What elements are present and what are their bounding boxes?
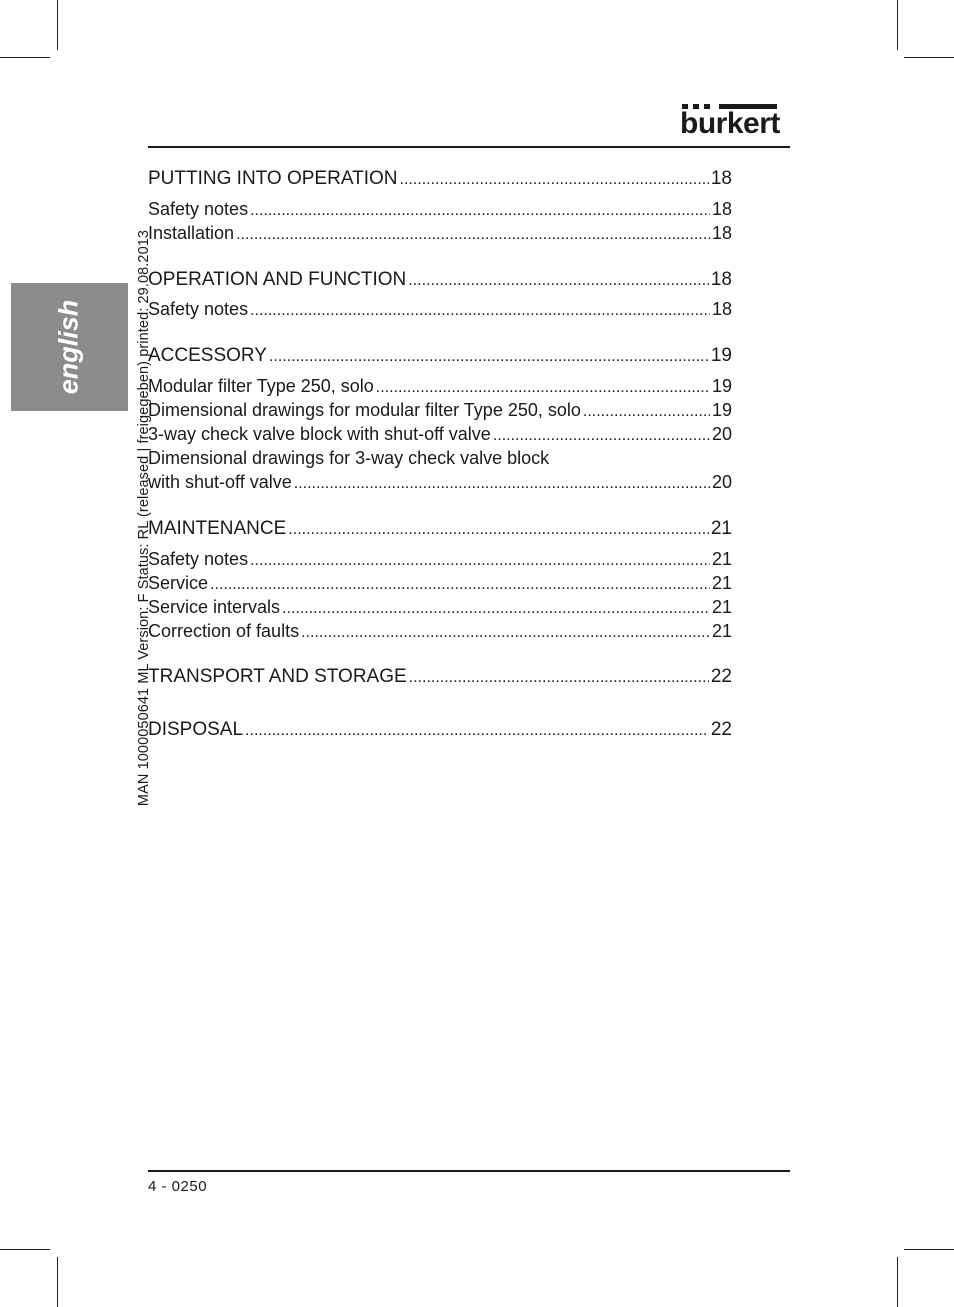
footer-rule (148, 1170, 790, 1172)
toc-entry[interactable]: Dimensional drawings for 3-way check valve block (148, 448, 550, 468)
toc-entry[interactable]: Safety notes ..... 18 (148, 298, 732, 322)
toc-heading[interactable]: ACCESSORY ..... 19 (148, 345, 732, 368)
page-number: 4 - 0250 (148, 1178, 208, 1195)
crop-mark (904, 1249, 954, 1250)
toc-entry[interactable]: Correction of faults ..... 21 (148, 620, 732, 644)
document-stamp-text: MAN 1000050641 ML Version: F Status: RL (released | freigegeben) printed: 29.08.2013 (136, 229, 152, 807)
toc-heading[interactable]: DISPOSAL ..... 22 (148, 719, 732, 742)
toc-heading[interactable]: PUTTING INTO OPERATION ..... 18 (148, 168, 732, 191)
toc-entry[interactable]: Safety notes ..... 21 (148, 548, 732, 572)
crop-mark (57, 0, 58, 50)
header-rule (148, 146, 790, 148)
toc-entry[interactable]: Installation ..... 18 (148, 222, 732, 246)
burkert-logo (680, 104, 790, 140)
toc-heading[interactable]: MAINTENANCE ..... 21 (148, 518, 732, 541)
crop-mark (57, 1257, 58, 1307)
crop-mark (0, 1249, 50, 1250)
toc-entry[interactable]: Dimensional drawings for modular filter Type 250, solo ..... 19 (148, 399, 732, 423)
toc-entry[interactable]: Modular filter Type 250, solo ..... 19 (148, 375, 732, 399)
toc-entry[interactable]: Service ..... 21 (148, 572, 732, 596)
crop-mark (897, 0, 898, 50)
toc-entry[interactable]: Safety notes ..... 18 (148, 198, 732, 222)
language-tab-label: english (53, 299, 84, 395)
toc-entry[interactable]: 3-way check valve block with shut-off valve ..... 20 (148, 423, 732, 447)
crop-mark (897, 1257, 898, 1307)
logo-text: burkert (680, 107, 780, 140)
toc-entry[interactable]: Service intervals ..... 21 (148, 596, 732, 620)
toc-heading[interactable]: OPERATION AND FUNCTION ..... 18 (148, 269, 732, 292)
toc-entry[interactable]: with shut-off valve ..... 20 (148, 471, 732, 495)
crop-mark (0, 57, 50, 58)
language-tab (11, 283, 128, 411)
toc-heading[interactable]: TRANSPORT AND STORAGE ..... 22 (148, 666, 732, 689)
crop-mark (904, 57, 954, 58)
